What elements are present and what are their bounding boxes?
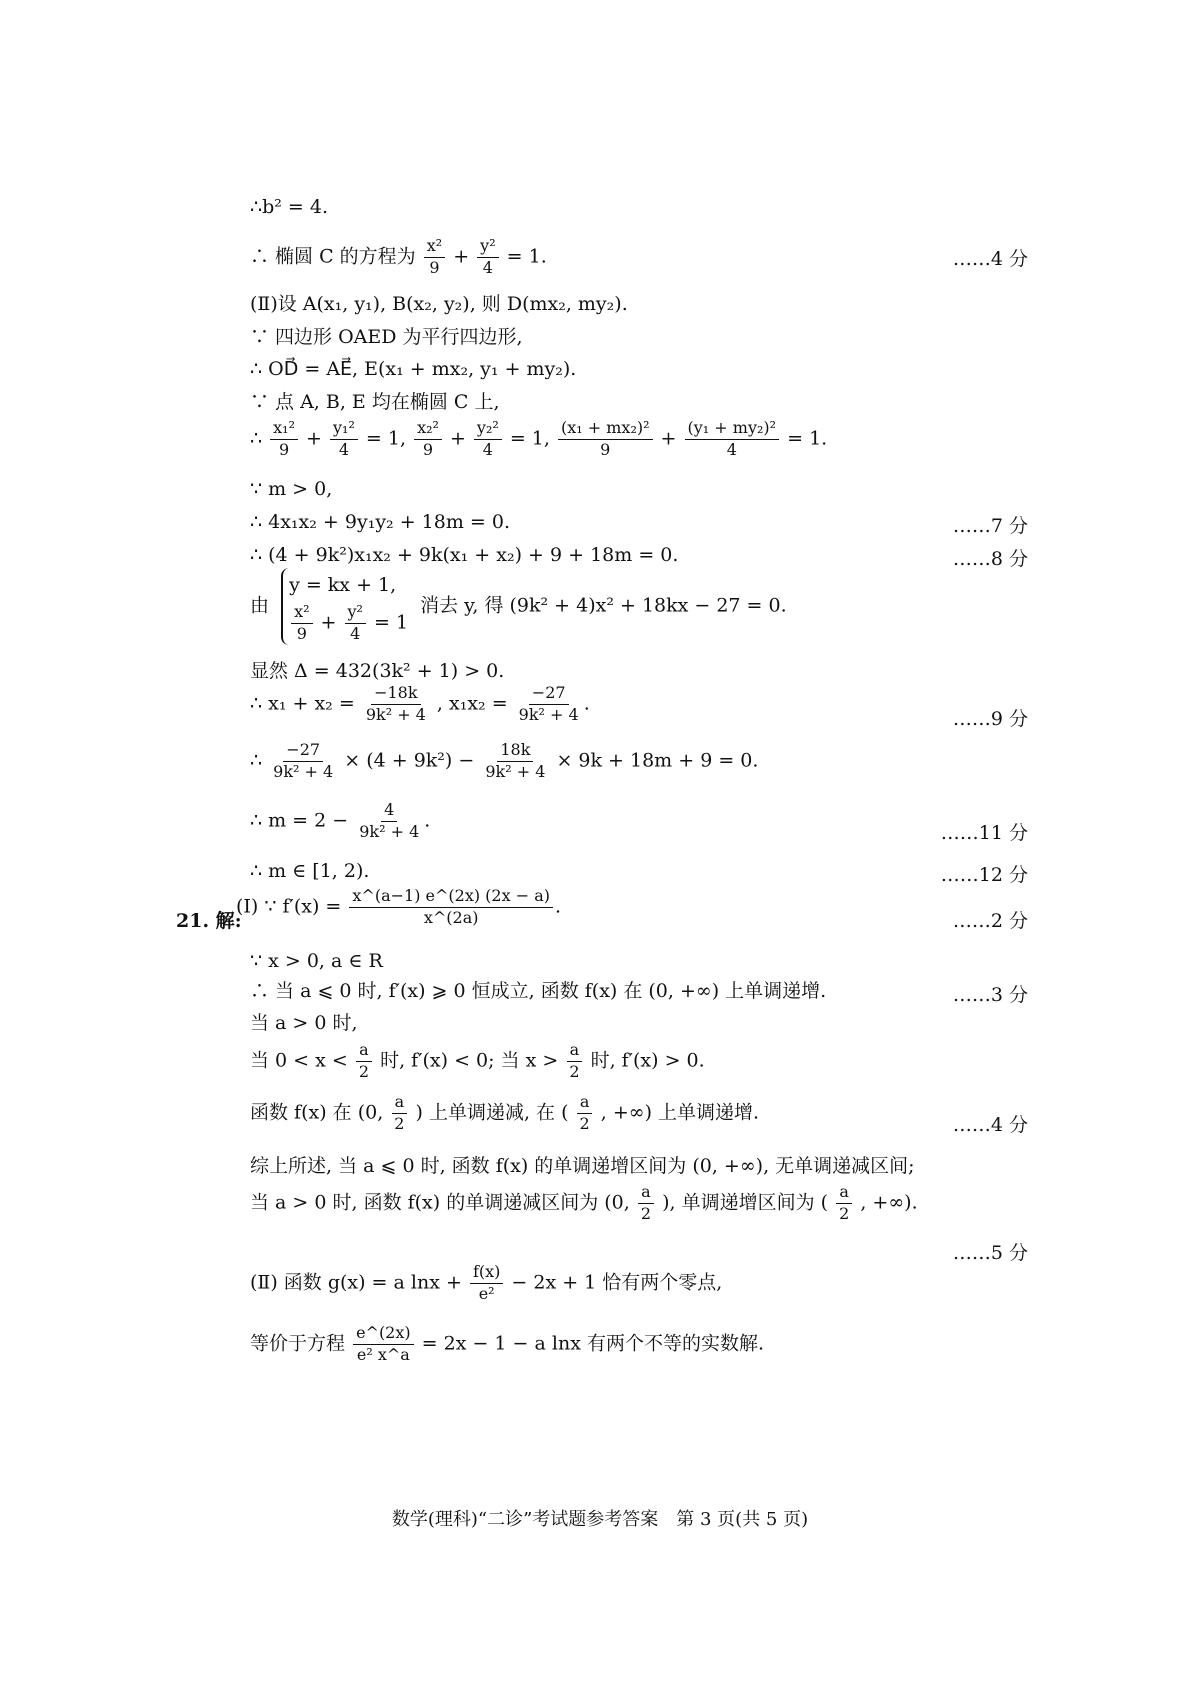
line-parallelogram: ∵ 四边形 OAED 为平行四边形,: [250, 326, 523, 348]
page-footer: 数学(理科)“二诊”考试题参考答案 第 3 页(共 5 页): [391, 1509, 809, 1530]
line-summary-1: 综上所述, 当 a ⩽ 0 时, 函数 f(x) 的单调递增区间为 (0, +∞), 无单调递减区间;: [250, 1155, 915, 1177]
line-vector-equality: ∴ OD⃗ = AE⃗, E(x₁ + mx₂, y₁ + my₂).: [250, 358, 577, 380]
line-equation-8: ∴ (4 + 9k²)x₁x₂ + 9k(x₁ + x₂) + 9 + 18m = 0.: [250, 544, 679, 566]
line-m-range: ∴ m ∈ [1, 2).: [250, 860, 370, 882]
line-ellipse-conditions: ∴ $\frac{\text{x₁²}}{9}$ + $\frac{\text{y₁²}}{4}$ = 1, $\frac{\text{x₂²}}{9}$ + $\frac{\text{y₂²}}{4}$ = 1, $\frac{\text{(x₁ + mx₂)²}}{9}$ + $\frac{\text{(y₁ + my₂)²}}{4}$ = 1.: [250, 418, 828, 459]
score-marker: ……4 分: [952, 248, 1028, 270]
line-derivative: (Ⅰ) ∵ f′(x) = $\frac{x\^{}(a-1) e\^{}(2x) (2x - a)}{x\^{}(2a)}$ .: [236, 886, 562, 927]
score-marker: ……4 分: [952, 1114, 1028, 1136]
line-case-a-gt-0: 当 a > 0 时,: [250, 1012, 358, 1034]
line-part2-setup: (Ⅱ)设 A(x₁, y₁), B(x₂, y₂), 则 D(mx₂, my₂).: [250, 293, 628, 315]
line-equation-7: ∴ 4x₁x₂ + 9y₁y₂ + 18m = 0.: [250, 511, 510, 533]
line-ellipse-equation: ∴ 椭圆 C 的方程为 $\frac{\text{x²}}{9}$ + $\frac{\text{y²}}{4}$ = 1.: [250, 236, 547, 277]
score-marker: ……2 分: [952, 910, 1028, 932]
line-system: 由 y = kx + 1, $\frac{\text{x²}}{9}$ + $\frac{\text{y²}}{4}$ = 1 消去 y, 得 (9k² + 4)x² + 18kx − 27 = 0.: [250, 568, 787, 645]
line-m-positive: ∵ m > 0,: [250, 478, 333, 500]
score-marker: ……8 分: [952, 548, 1028, 570]
score-marker: ……11 分: [940, 822, 1028, 844]
system-brace: y = kx + 1, $\frac{\text{x²}}{9}$ + $\frac{\text{y²}}{4}$ = 1: [281, 568, 408, 645]
score-marker: ……12 分: [940, 864, 1028, 886]
question-21-label: 21. 解:: [176, 910, 242, 932]
line-points-on-ellipse: ∵ 点 A, B, E 均在椭圆 C 上,: [250, 391, 500, 413]
score-marker: ……9 分: [952, 708, 1028, 730]
line-case-a-le-0: ∴ 当 a ⩽ 0 时, f′(x) ⩾ 0 恒成立, 函数 f(x) 在 (0, +∞) 上单调递增.: [250, 980, 827, 1002]
score-marker: ……3 分: [952, 984, 1028, 1006]
line-equivalent-equation: 等价于方程 $\frac{e\^{}(2x)}{\text{e² x\textasciicircum{}a}}$ = 2x − 1 − a lnx 有两个不等的实数解.: [250, 1323, 764, 1364]
line-summary-2: 当 a > 0 时, 函数 f(x) 的单调递减区间为 (0, $\frac{a}{2}$ ), 单调递增区间为 ( $\frac{a}{2}$ , +∞).: [250, 1182, 918, 1223]
score-marker: ……5 分: [952, 1242, 1028, 1264]
line-substitution: ∴ $\frac{-27}{\text{9k² + 4}}$ × (4 + 9k²) − $\frac{18k}{\text{9k² + 4}}$ × 9k + 18m + 9 = 0.: [250, 740, 759, 781]
line-vieta: ∴ x₁ + x₂ = $\frac{-18k}{\text{9k² + 4}}$ , x₁x₂ = $\frac{-27}{\text{9k² + 4}}$ .: [250, 683, 590, 724]
score-marker: ……7 分: [952, 515, 1028, 537]
line-m-expression: ∴ m = 2 − $\frac{4}{\text{9k² + 4}}$ .: [250, 800, 431, 841]
fraction: $\frac{\text{x²}}{9}$: [424, 236, 445, 279]
line-b-squared: ∴b² = 4.: [250, 196, 328, 218]
line-sign-analysis: 当 0 < x < $\frac{a}{2}$ 时, f′(x) < 0; 当 x > $\frac{a}{2}$ 时, f′(x) > 0.: [250, 1040, 705, 1081]
fraction: $\frac{\text{y²}}{4}$: [477, 236, 498, 279]
line-part2-function: (Ⅱ) 函数 g(x) = a lnx + $\frac{f(x)}{\text{e²}}$ − 2x + 1 恰有两个零点,: [250, 1262, 723, 1303]
line-discriminant: 显然 Δ = 432(3k² + 1) > 0.: [250, 660, 505, 682]
line-domain: ∵ x > 0, a ∈ R: [250, 950, 383, 972]
line-monotonicity: 函数 f(x) 在 (0, $\frac{a}{2}$ ) 上单调递减, 在 ( $\frac{a}{2}$ , +∞) 上单调递增.: [250, 1092, 760, 1133]
